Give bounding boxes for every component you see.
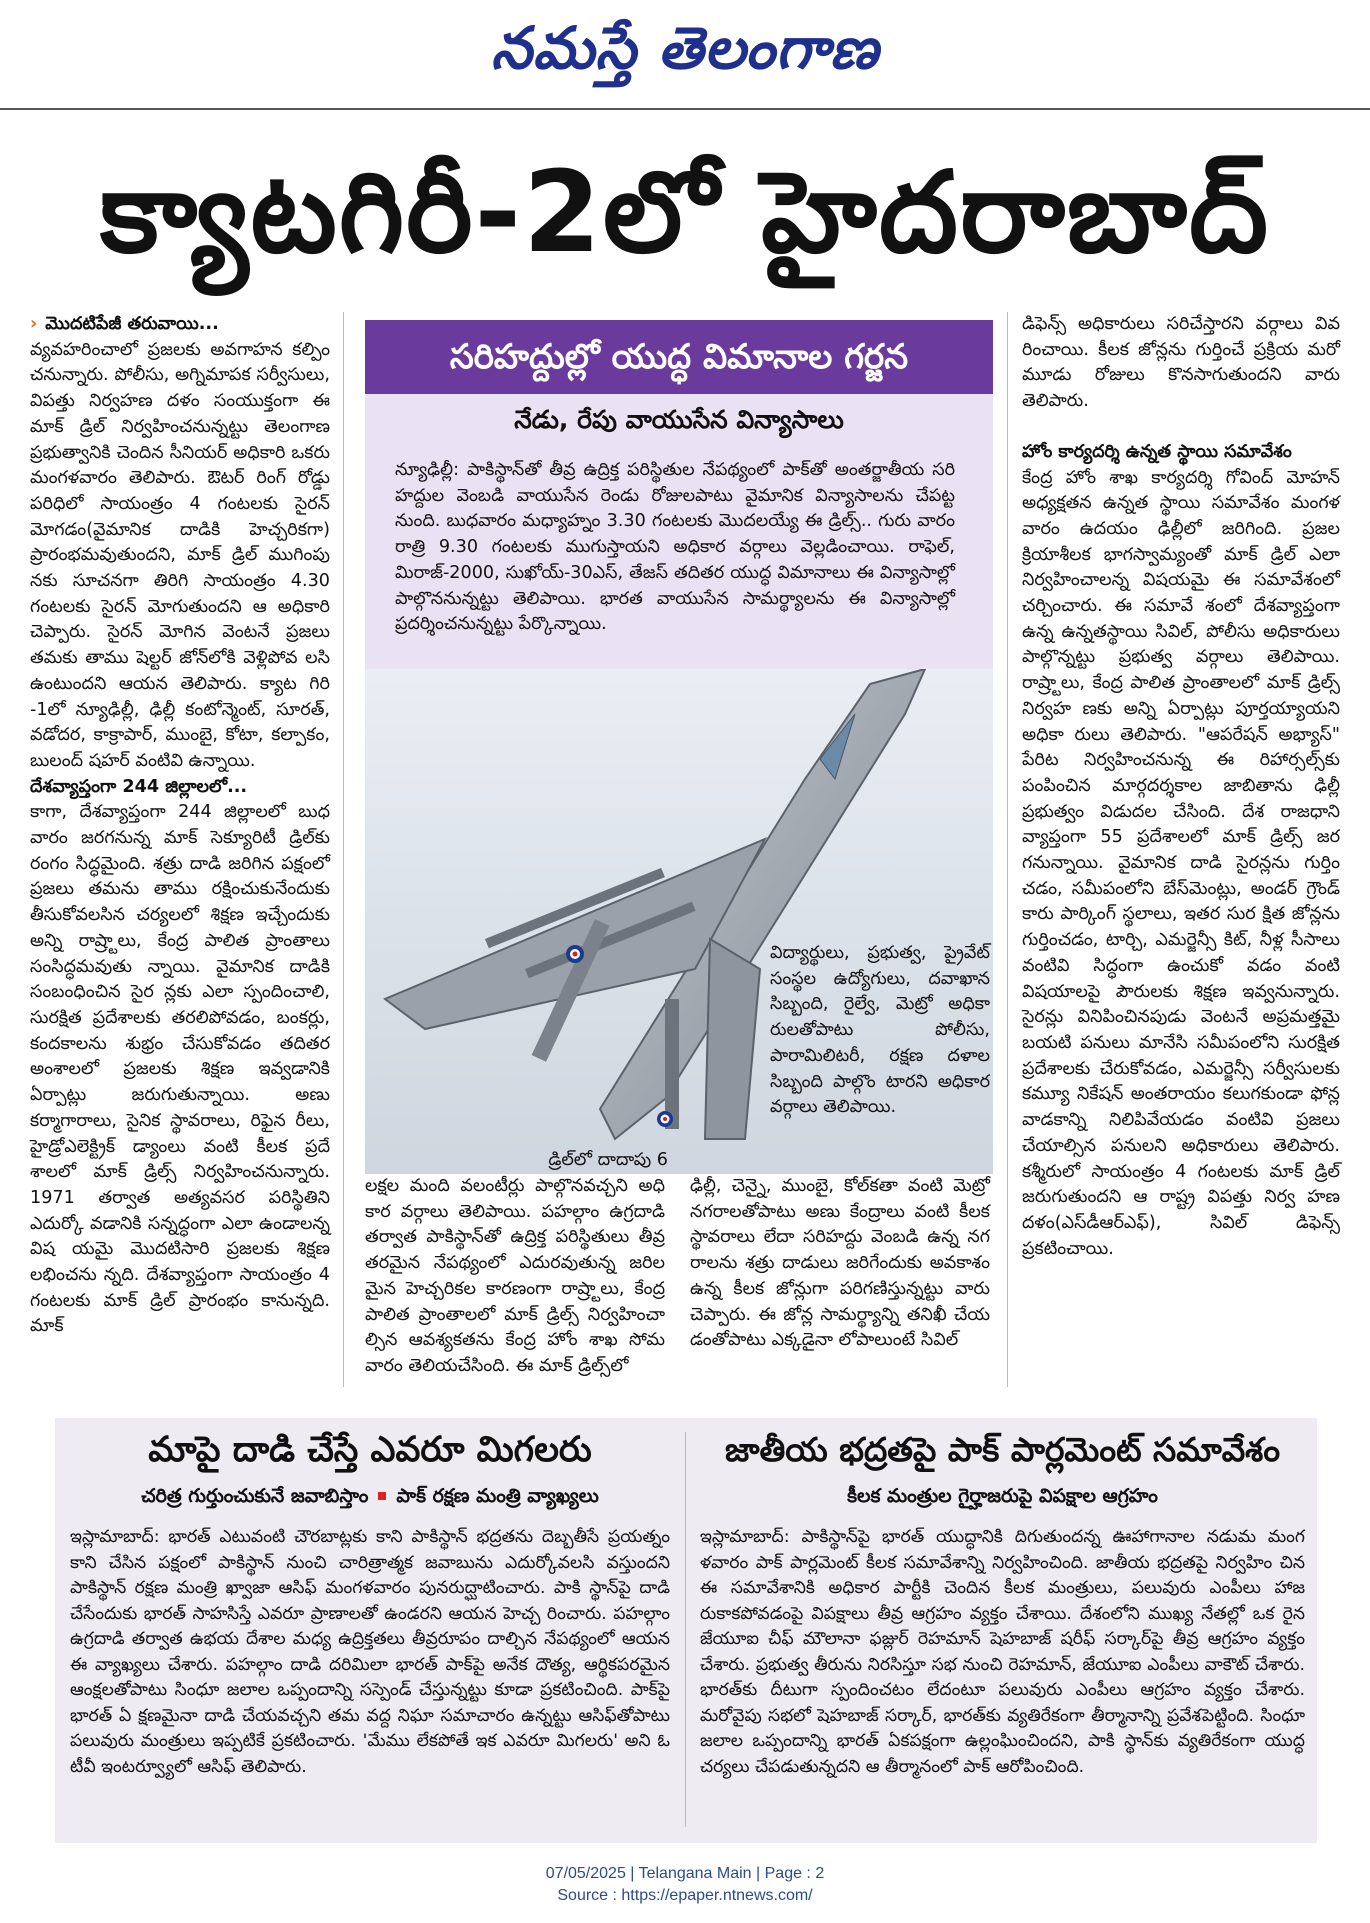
- chevron-right-icon: ›: [30, 314, 38, 334]
- column-divider: [343, 312, 344, 1387]
- masthead-title: నమస్తే తెలంగాణ: [491, 14, 879, 82]
- bottom-left-headline: మాపై దాడి చేస్తే ఎవరూ మిగలరు: [148, 1430, 592, 1470]
- col4-para1: డిఫెన్స్ అధికారులు సరిచేస్తారని వర్గాలు వివ రించాయి. కీలక జోన్లను గుర్తించే ప్రక్రియ మరో మూడు రోజులు కొనసాగుతుందని వారు తెలిపారు.: [1022, 314, 1340, 412]
- bottom-divider: [685, 1432, 686, 1827]
- feature-banner: సరిహద్దుల్లో యుద్ధ విమానాల గర్జన: [365, 320, 993, 394]
- kicker-text: మొదటిపేజీ తరువాయి...: [45, 314, 219, 334]
- col4-para2: కేంద్ర హోం శాఖ కార్యదర్శి గోవింద్ మోహన్ అధ్యక్షతన ఉన్నత స్థాయి సమావేశం మంగళ వారం ఉదయం ఢిల్లీలో జరిగింది. ప్రజల క్రియాశీలక భాగస్వామ్యంతో మాక్ డ్రిల్ ఎలా నిర్వహించాలన్న విషయమై ఈ సమావేశంలో చర్చించారు. ఈ సమావే శంలో దేశవ్యాప్తంగా ఉన్న ఉన్నతస్థాయి సివిల్, పోలీసు అధికారులు పాల్గొన్నట్టు ప్రభుత్వ వర్గాలు తెలిపాయి. రాష్ర్టాలు, కేంద్ర పాలిత ప్రాంతాలలో మాక్ డ్రిల్స్ నిర్వహ ణకు అన్ని ఏర్పాట్లు పూర్తయ్యాయని అధికా రులు తెలిపారు. "ఆపరేషన్ అభ్యాస్" పేరిట నిర్వహించనున్న ఈ రిహార్సల్స్‌కు పంపించిన మార్గదర్శకాల జాబితాను ఢిల్లీ ప్రభుత్వం విడుదల చేసింది. దేశ రాజధాని వ్యాప్తంగా 55 ప్రదేశాలలో మాక్ డ్రిల్స్ జర గనున్నాయి. వైమానిక దాడి సైరన్లను గుర్తిం చడం, సమీపంలోని బేస్‌మెంట్లు, అండర్ గ్రౌండ్ కారు పార్కింగ్ స్థలాలు, ఇతర సుర క్షిత జోన్లను గుర్తించడం, టార్చి, ఎమర్జెన్సీ కిట్, నీళ్ల సీసాలు వంటివి సిద్ధంగా ఉంచుకో వడం వంటి విషయాలపై పౌరులకు శిక్షణ ఇవ్వనున్నారు. సైరన్లు వినిపించినపుడు వెంటనే అప్రమత్తమై బయటి పనులు మానేసి సమీపంలోని సురక్షిత ప్రదేశాలకు చేరుకోవడం, ఎమర్జెన్సీ సర్వీసులకు కమ్యూ నికేషన్ అంతరాయం కలుగకుండా ఫోన్ల వాడకాన్ని నిలిపివేయడం వంటివి ప్రజలు చేయాల్సిన పనులని అధికారులు తెలిపారు. కశ్మీరులో సాయంత్రం 4 గంటలకు మాక్ డ్రిల్ జరుగుతుందని ఆ రాష్ట్ర విపత్తు నిర్వ హణ దళం(ఎస్‌డీఆర్‌ఎఫ్), సివిల్ డిఫెన్స్ ప్రకటించాయి.: [1022, 467, 1340, 1259]
- footer-line-1: 07/05/2025 | Telangana Main | Page : 2: [545, 1865, 825, 1882]
- bottom-right-headline: జాతీయ భద్రతపై పాక్ పార్లమెంట్ సమావేశం: [724, 1430, 1281, 1469]
- column-divider: [1007, 312, 1008, 1387]
- bottom-left-subheads: [70, 1482, 670, 1510]
- bottom-right-text: ఇస్లామాబాద్: పాకిస్థాన్‌పై భారత్ యుద్ధానికి దిగుతుందన్న ఊహాగానాల నడుమ మంగ ళవారం పాక్ పార్లమెంట్ కీలక సమావేశాన్ని నిర్వహించింది. జాతీయ భద్రతపై నిర్వహిం చిన ఈ సమావేశానికి అధికార పార్టీకి చెందిన కీలక మంత్రులు, పలువురు ఎంపీలు హాజ రుకాకపోవడంపై విపక్షాలు తీవ్ర ఆగ్రహం వ్యక్తం చేశాయి. దేశంలోని ముఖ్య నేతల్లో ఒక రైన జేయూఐ చీఫ్ మౌలానా ఫజ్లుర్ రెహమాన్ షెహబాజ్ షరీఫ్ సర్కార్‌పై తీవ్ర ఆగ్రహం వ్యక్తం చేశారు. ప్రభుత్వ తీరును నిరసిస్తూ సభ నుంచి రెహమాన్, జేయూఐ ఎంపీలు వాకౌట్ చేశారు. భారత్‌కు దీటుగా స్పందించటం లేదంటూ పలువురు ఎంపీలు ఆగ్రహం వ్యక్తం చేశారు. మరోవైపు సభలో షెహబాజ్ సర్కార్, భారత్‌కు వ్యతిరేకంగా తీర్మానాన్ని ప్రవేశపెట్టింది. సింధూ జలాల ఒప్పందాన్ని భారత్ ఏకపక్షంగా ఉల్లంఘించిందని, పాకి స్థాన్‌కు వ్యతిరేకంగా యుద్ధ చర్యలు చేపడుతున్నదని ఆ తీర్మానంలో పాక్ ఆరోపించింది.: [700, 1527, 1305, 1777]
- center-left-jet-end: డ్రిల్‌లో దాదాపు 6: [548, 1150, 668, 1170]
- col1-para2: కాగా, దేశవ్యాప్తంగా 244 జిల్లాలలో బుధ వారం జరగనున్న మాక్ సెక్యూరిటీ డ్రిల్‌కు రంగం సిద్ధమైంది. శత్రు దాడి జరిగిన పక్షంలో ప్రజలు తమను తాము రక్షించుకునేందుకు తీసుకోవలసిన చర్యలలో శిక్షణ ఇచ్చేందుకు అన్ని రాష్ర్టాలు, కేంద్ర పాలిత ప్రాంతాలు సంసిద్ధమవుతు న్నాయి. వైమానిక దాడికి సంబంధించిన సైర న్లకు ఎలా స్పందించాలి, సురక్షిత ప్రదేశాలకు తరలిపోవడం, బంకర్లు, కందకాలను శుభ్రం చేసుకోవడం తదితర అంశాలలో ప్రజలకు శిక్షణ ఇవ్వడానికి ఏర్పాట్లు జరుగుతున్నాయి. అణు కర్మాగారాలు, సైనిక స్థావరాలు, రిఫైన రీలు, హైడ్రోఎలెక్ట్రిక్ డ్యాంలు వంటి కీలక ప్రదే శాలలో మాక్ డ్రిల్స్ నిర్వహించనున్నారు. 1971 తర్వాత అత్యవసర పరిస్థితిని ఎదుర్కో వడానికి సన్నద్ధంగా ఎలా ఉండాలన్న విష యమై మొదటిసారి ప్రజలకు శిక్షణ లభించను న్నది. దేశవ్యాప్తంగా సాయంత్రం 4 గంటలకు మాక్ డ్రిల్ ప్రారంభం కానున్నది. మాక్: [30, 802, 330, 1337]
- kicker: [30, 312, 330, 338]
- main-headline: క్యాటగిరీ-2లో హైదరాబాద్: [99, 148, 1271, 278]
- col1-subhead: దేశవ్యాప్తంగా 244 జిల్లాలలో...: [30, 776, 248, 797]
- footer-source-link[interactable]: Source : https://epaper.ntnews.com/: [557, 1887, 813, 1904]
- bottom-left-sub2: పాక్ రక్షణ మంత్రి వ్యాఖ్యలు: [396, 1485, 599, 1507]
- masthead: [0, 0, 1370, 110]
- bottom-left-sub1: చరిత్ర గుర్తుంచుకునే జవాబిస్తాం: [141, 1485, 369, 1507]
- feature-intro: న్యూఢిల్లీ: పాకిస్థాన్‌తో తీవ్ర ఉద్రిక్త పరిస్థితుల నేపథ్యంలో పాక్‌తో అంతర్జాతీయ సరి హద్దుల వెంబడి వాయుసేన రెండు రోజులపాటు వైమానిక విన్యాసాలను చేపట్ట నుంది. బుధవారం మధ్యాహ్నం 3.30 గంటలకు మొదలయ్యే ఈ డ్రిల్స్.. గురు వారం రాత్రి 9.30 గంటలకు ముగుస్తాయని అధికార వర్గాలు వెల్లడించాయి. రాఫెల్, మిరాజ్-2000, సుఖోయ్-30ఎస్, తేజస్ తదితర యుద్ధ విమానాలు ఈ విన్యాసాల్లో పాల్గొననున్నట్టు తెలిపాయి. భారత వాయుసేన సామర్థ్యాలను ఈ విన్యాసాల్లో ప్రదర్శించనున్నట్టు పేర్కొన్నాయి.: [395, 460, 955, 635]
- bottom-right-subhead: కీలక మంత్రుల గైర్హాజరుపై విపక్షాల ఆగ్రహం: [847, 1485, 1158, 1507]
- center-lower-right: ఢిల్లీ, చెన్నై, ముంబై, కోల్‌కతా వంటి మెట్రో నగరాలతోపాటు అణు కేంద్రాలు వంటి కీలక స్థావరాలు లేదా సరిహద్దు వెంబడి ఉన్న నగ రాలను శత్రు దాడులు జరిగేందుకు అవకాశం ఉన్న కీలక జోన్లుగా పరిగణిస్తున్నట్టు వారు చెప్పారు. ఈ జోన్ల సామర్థ్యాన్ని తనిఖీ చేయ డంతోపాటు ఎక్కడైనా లోపాలుంటే సివిల్: [690, 1176, 990, 1351]
- column-4: [1022, 312, 1340, 1262]
- col1-para1: వ్యవహరించాలో ప్రజలకు అవగాహన కల్పిం చనున్నారు. పోలీసు, అగ్నిమాపక సర్వీసులు, విపత్తు నిర్వహణ దళం సంయుక్తంగా ఈ మాక్ డ్రిల్ నిర్వహించనున్నట్టు తెలంగాణ ప్రభుత్వానికి చెందిన సీనియర్ అధికారి ఒకరు మంగళవారం తెలిపారు. ఔటర్ రింగ్ రోడ్డు పరిధిలో సాయంత్రం 4 గంటలకు సైరన్ మోగడం(వైమానిక దాడికి హెచ్చరికగా) ప్రారంభమవుతుందని, మాక్ డ్రిల్ ముగింపు నకు సూచనగా తిరిగి సాయంత్రం 4.30 గంటలకు సైరన్ మోగుతుందని ఆ అధికారి చెప్పారు. సైరన్ మోగిన వెంటనే ప్రజలు తమకు తాము షెల్టర్ జోన్‌లోకి వెళ్లిపోవ లసి ఉంటుందని ఆయన తెలిపారు. క్యాట గిరి -1లో న్యూఢిల్లీ, ఢిల్లీ కంటోన్మెంట్, సూరత్, వడోదర, కాక్రాపార్, ముంబై, కోటా, కల్పాకం, బులంద్ షహర్ వంటివి ఉన్నాయి.: [30, 339, 330, 771]
- spacer: [1022, 415, 1340, 440]
- center-right-text: విద్యార్థులు, ప్రభుత్వ, ప్రైవేట్ సంస్థల ఉద్యోగులు, దవాఖాన సిబ్బంది, రైల్వే, మెట్రో అధికా రులతోపాటు పోలీసు, పారామిలిటరీ, రక్షణ దళాల సిబ్బంది పాల్గొం టారని అధికార వర్గాలు తెలిపాయి.: [770, 943, 990, 1118]
- feature-subhead: నేడు, రేపు వాయుసేన విన్యాసాలు: [514, 405, 844, 434]
- center-lower-left: లక్షల మంది వలంటీర్లు పాల్గొనవచ్చని అధి కార వర్గాలు తెలిపాయి. పహల్గాం ఉగ్రదాడి తర్వాత పాకిస్థాన్‌తో ఉద్రిక్త పరిస్థితులు తీవ్ర తరమైన నేపథ్యంలో ఎదురవుతున్న జరిల మైన హెచ్చరికల కారణంగా రాష్ర్టాలు, కేంద్ర పాలిత ప్రాంతాలలో మాక్ డ్రిల్స్ నిర్వహించా ల్సిన ఆవశ్యకతను కేంద్ర హోం శాఖ సోమ వారం తెలియచేసింది. ఈ మాక్ డ్రిల్స్‌లో: [365, 1176, 665, 1376]
- bottom-left-text: ఇస్లామాబాద్: భారత్ ఎటువంటి చౌరబాట్లకు కాని పాకిస్థాన్ భద్రతను దెబ్బతీసే ప్రయత్నం కాని చేసిన పక్షంలో పాకిస్థాన్ నుంచి చారిత్రాత్మక జవాబును ఎదుర్కోవలసి వస్తుందని పాకిస్థాన్ రక్షణ మంత్రి ఖ్వాజా ఆసిఫ్ మంగళవారం పునరుద్ఘాటించారు. పాకి స్థాన్‌పై దాడి చేసేందుకు భారత్ సాహసిస్తే ఎవరూ ప్రాణాలతో ఉండరని ఆయన హెచ్చ రించారు. పహల్గాం ఉగ్రదాడి తర్వాత ఉభయ దేశాల మధ్య ఉద్రిక్తతలు తీవ్రరూపం దాల్చిన నేపథ్యంలో ఆయన ఈ వ్యాఖ్యలు చేశారు. పహల్గాం దాడి దరిమిలా భారత్ పాక్‌పై అనేక దౌత్య, ఆర్థికపరమైన ఆంక్షలతోపాటు సింధూ జలాల ఒప్పందాన్ని సస్పెండ్ చేస్తున్నట్టు కూడా ప్రకటించింది. పాక్‌పై భారత్ ఏ క్షణమైనా దాడి చేయవచ్చని తమ వద్ద నిఘా సమాచారం ఉన్నట్టు ఆసిఫ్‌తోపాటు పలువురు మంత్రులు ఇప్పటికే ప్రకటించారు. 'మేము లేకపోతే ఇక ఎవరూ మిగలరు' అని ఓ టీవీ ఇంటర్వ్యూలో ఆసిఫ్ తెలిపారు.: [70, 1527, 670, 1777]
- col4-subhead: హోం కార్యదర్శి ఉన్నత స్థాయి సమావేశం: [1022, 441, 1292, 462]
- square-bullet-icon: [378, 1492, 386, 1500]
- column-1: [30, 312, 330, 1340]
